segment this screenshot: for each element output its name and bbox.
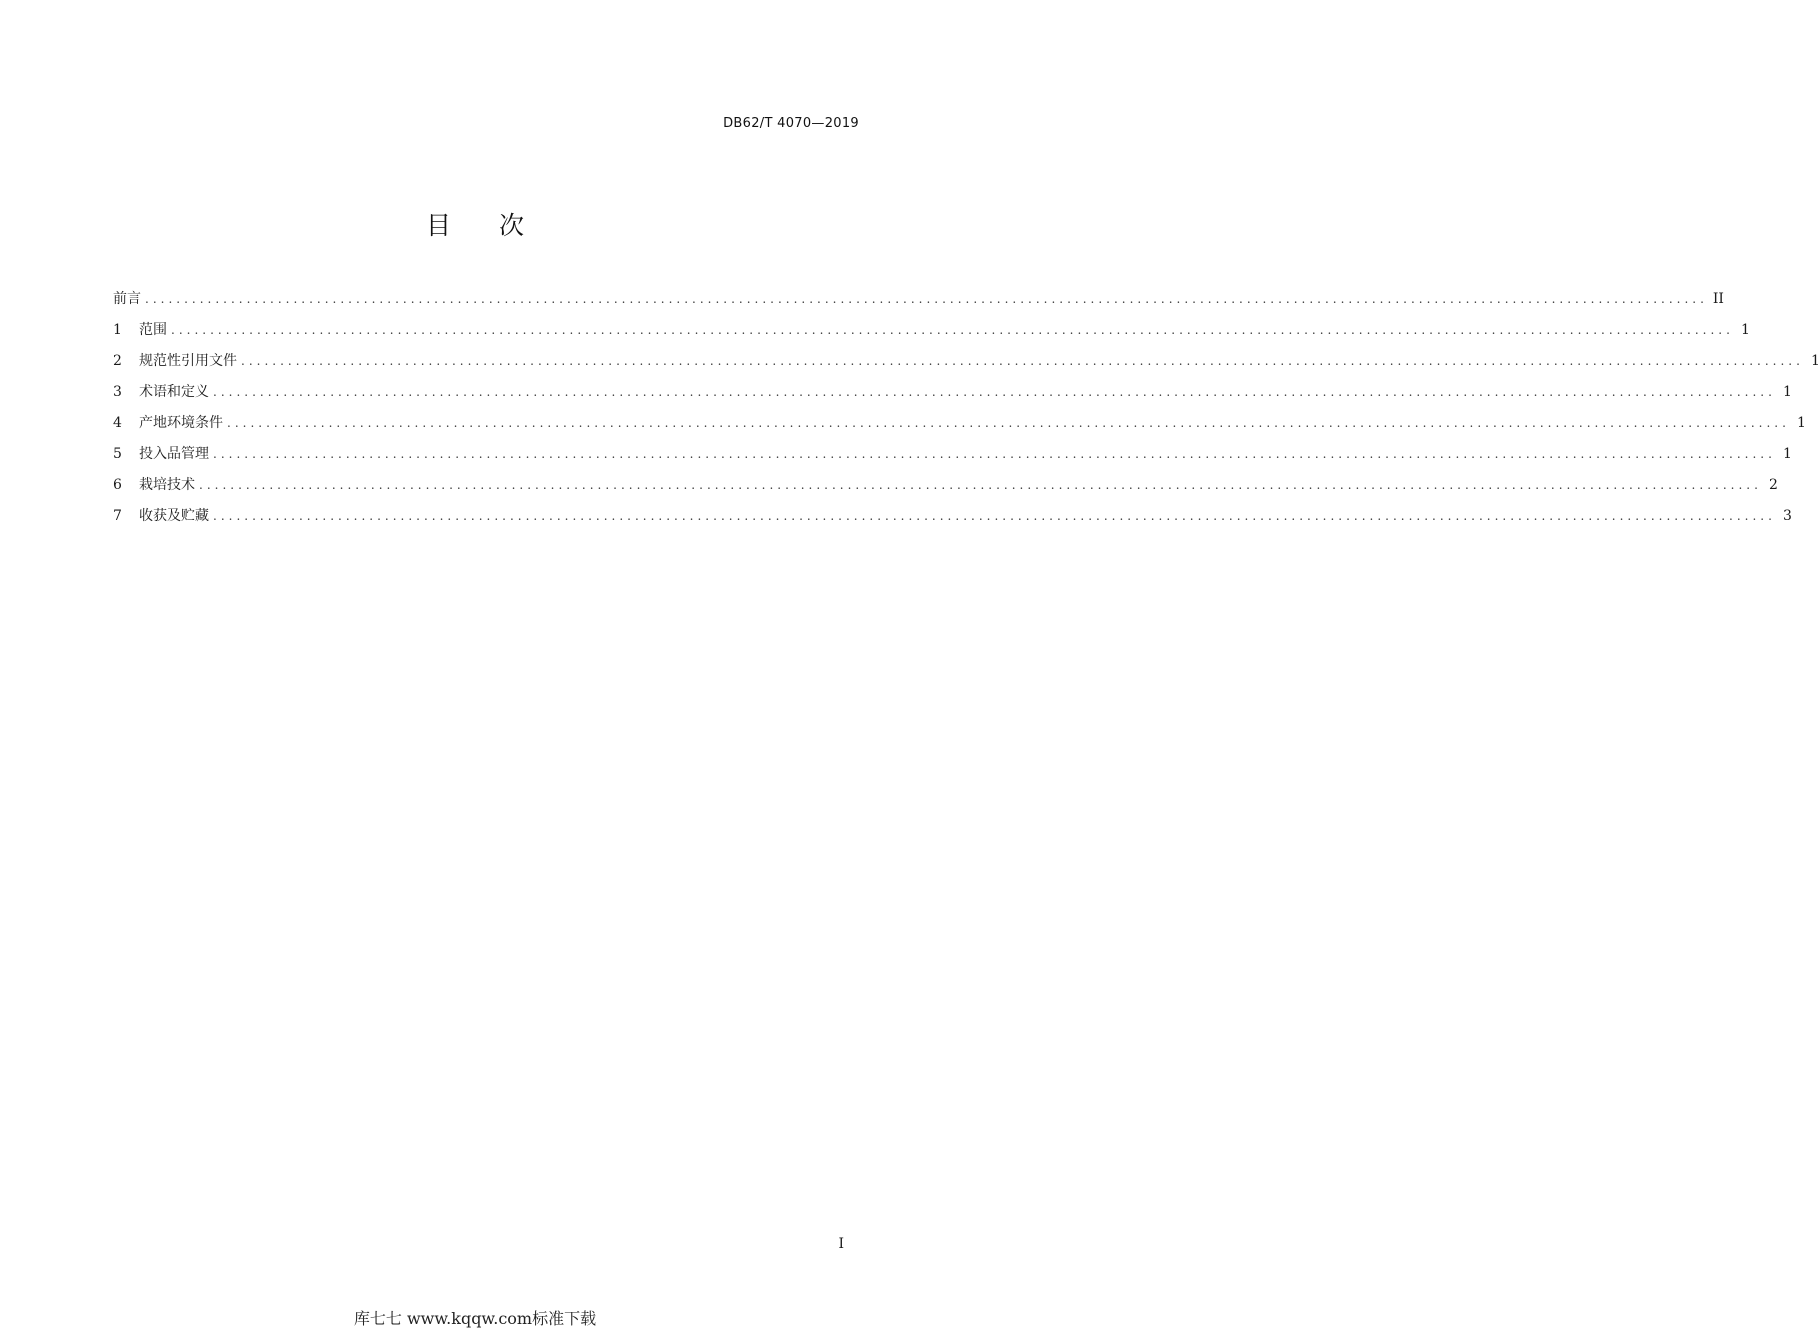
toc-entry-label: 收获及贮藏: [139, 508, 209, 524]
toc-entry-foreword[interactable]: [113, 288, 1724, 319]
toc-entry-normative-references[interactable]: [113, 350, 1820, 381]
toc-dot-leader: ........................................................................................................................................................................................................: [171, 323, 1734, 337]
toc-entry-number: 1: [113, 322, 122, 338]
toc-entry-page: 1: [1782, 384, 1792, 400]
toc-title: 目次: [425, 211, 572, 240]
toc-entry-page: 3: [1782, 508, 1792, 524]
toc-entry-label: 前言: [113, 291, 141, 307]
toc-entry-page: 1: [1810, 353, 1820, 369]
standard-code: DB62/T 4070—2019: [723, 116, 859, 131]
toc-entry-number: 3: [113, 384, 122, 400]
toc-entry-number: 4: [113, 415, 122, 431]
toc-entry-label: 规范性引用文件: [139, 353, 237, 369]
footer-watermark: 库七七 www.kqqw.com标准下载: [353, 1309, 597, 1328]
toc-dot-leader: ........................................................................................................................................................................................................: [213, 509, 1776, 523]
toc-entry-page: 2: [1768, 477, 1778, 493]
toc-entry-label: 投入品管理: [139, 446, 209, 462]
toc-entry-environment[interactable]: [113, 412, 1806, 443]
toc-dot-leader: ........................................................................................................................................................................................................: [241, 354, 1804, 368]
toc-entry-label: 范围: [139, 322, 167, 338]
toc-dot-leader: ........................................................................................................................................................................................................: [227, 416, 1790, 430]
toc-entry-scope[interactable]: [113, 319, 1750, 350]
toc-dot-leader: ........................................................................................................................................................................................................: [199, 478, 1762, 492]
toc-dot-leader: ........................................................................................................................................................................................................: [145, 292, 1708, 306]
toc-entry-number: 5: [113, 446, 122, 462]
toc-dot-leader: ........................................................................................................................................................................................................: [213, 385, 1776, 399]
toc-entry-harvest-storage[interactable]: [113, 505, 1792, 536]
toc-entry-page: II: [1712, 291, 1724, 307]
toc-entry-label: 产地环境条件: [139, 415, 223, 431]
toc-dot-leader: ........................................................................................................................................................................................................: [213, 447, 1776, 461]
toc-entry-number: 2: [113, 353, 122, 369]
table-of-contents: [113, 288, 1820, 536]
toc-entry-number: 6: [113, 477, 122, 493]
page-number: I: [838, 1236, 844, 1252]
toc-entry-page: 1: [1796, 415, 1806, 431]
toc-entry-cultivation[interactable]: [113, 474, 1778, 505]
toc-entry-terms-definitions[interactable]: [113, 381, 1792, 412]
toc-entry-inputs[interactable]: [113, 443, 1792, 474]
toc-entry-number: 7: [113, 508, 122, 524]
toc-entry-page: 1: [1782, 446, 1792, 462]
toc-entry-page: 1: [1740, 322, 1750, 338]
toc-entry-label: 栽培技术: [139, 477, 195, 493]
toc-entry-label: 术语和定义: [139, 384, 209, 400]
